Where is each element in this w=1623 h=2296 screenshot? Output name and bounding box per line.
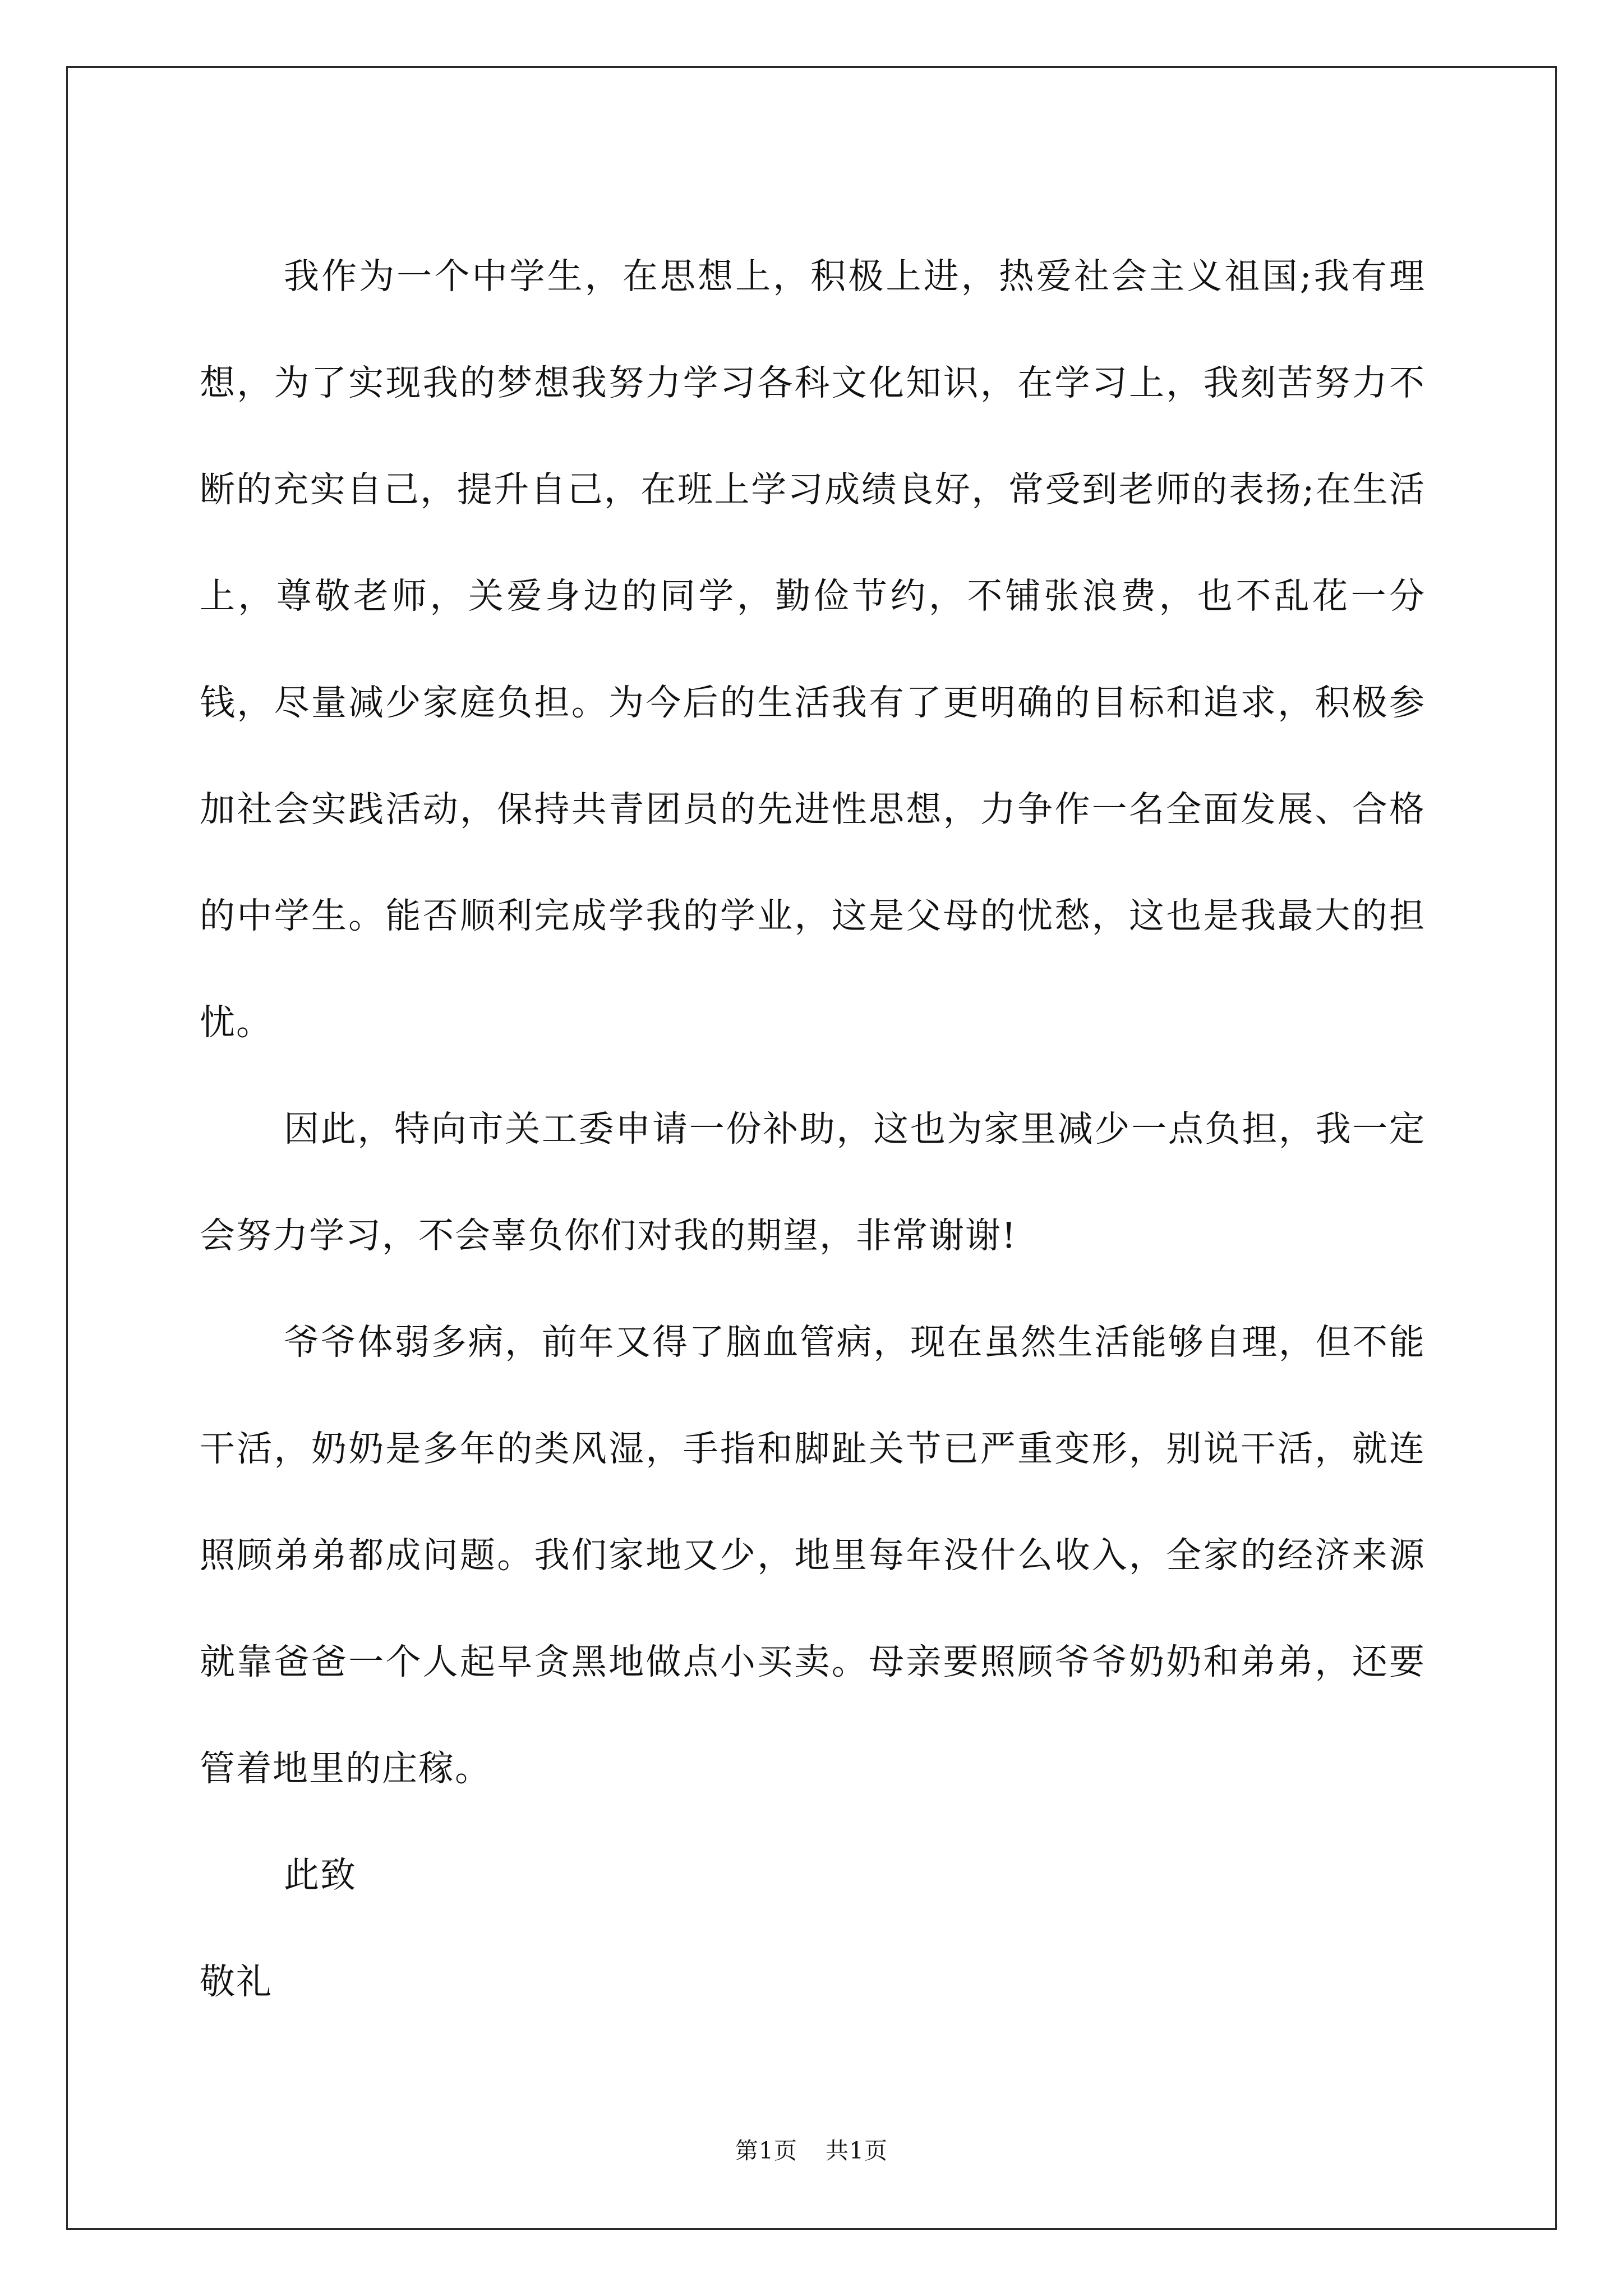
paragraph-2: 因此，特向市关工委申请一份补助，这也为家里减少一点负担，我一定会努力学习，不会辜负你们对我的期望，非常谢谢! bbox=[200, 1108, 1426, 1256]
paragraph-1: 我作为一个中学生，在思想上，积极上进，热爱社会主义祖国;我有理想，为了实现我的梦想我努力学习各科文化知识，在学习上，我刻苦努力不断的充实自己，提升自己，在班上学习成绩良好，常受到老师的表扬;在生活上，尊敬老师，关爱身边的同学，勤俭节约，不铺张浪费，也不乱花一分钱，尽量减少家庭负担。为今后的生活我有了更明确的目标和追求，积极参加社会实践活动，保持共青团员的先进性思想，力争作一名全面发展、合格的中学生。能否顺利完成学我的学业，这是父母的忧愁，这也是我最大的担忧。 bbox=[200, 256, 1426, 1043]
page-footer bbox=[0, 2134, 1623, 2168]
closing-line: 此致 bbox=[284, 1855, 357, 1895]
page-count: 共1页 bbox=[826, 2137, 888, 2164]
salutation-line: 敬礼 bbox=[200, 1961, 273, 2002]
page-number: 第1页 bbox=[735, 2137, 797, 2164]
letter-body bbox=[200, 223, 1426, 2035]
paragraph-3: 爷爷体弱多病，前年又得了脑血管病，现在虽然生活能够自理，但不能干活，奶奶是多年的类风湿，手指和脚趾关节已严重变形，别说干活，就连照顾弟弟都成问题。我们家地又少，地里每年没什么收入，全家的经济来源就靠爸爸一个人起早贪黑地做点小买卖。母亲要照顾爷爷奶奶和弟弟，还要管着地里的庄稼。 bbox=[200, 1322, 1426, 1789]
